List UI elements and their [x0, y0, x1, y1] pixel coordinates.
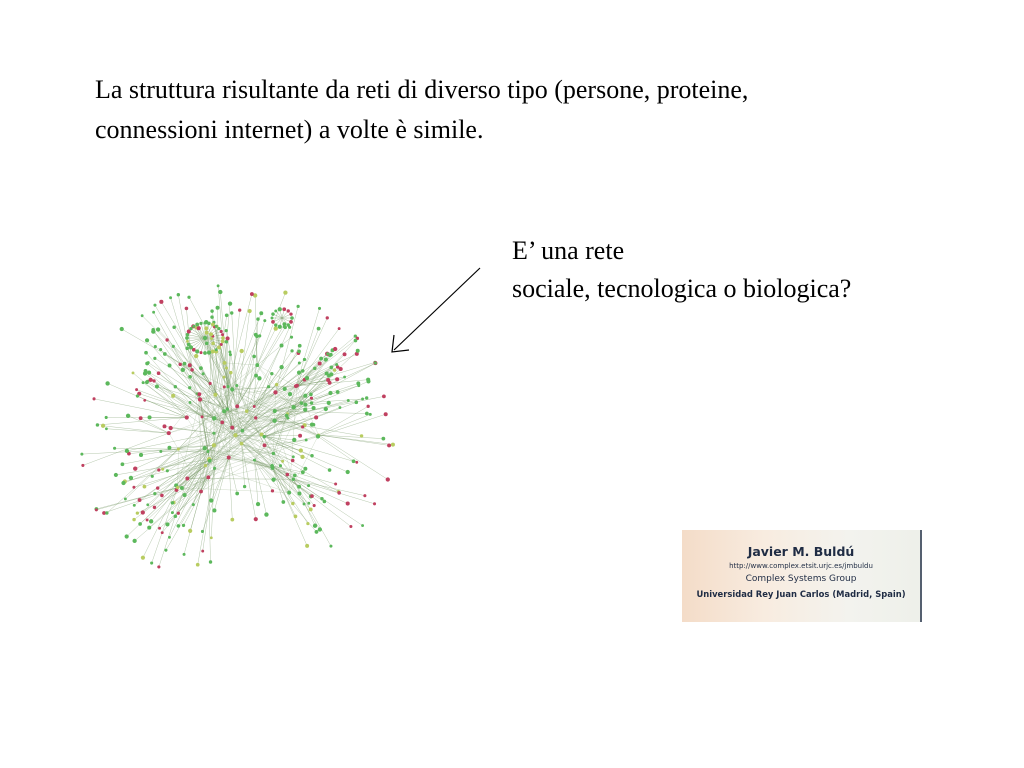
- credit-box: [682, 530, 922, 622]
- slide-heading: [95, 70, 995, 150]
- question-line-1: E’ una rete: [512, 236, 625, 265]
- author-url: http://www.complex.etsit.urjc.es/jmbuldu: [729, 562, 873, 570]
- question-text: [512, 232, 851, 308]
- group-name: Complex Systems Group: [745, 574, 857, 584]
- university-name: Universidad Rey Juan Carlos (Madrid, Spain): [696, 589, 906, 599]
- heading-line-1: La struttura risultante da reti di diverso tipo (persone, proteine,: [95, 75, 749, 104]
- author-name: Javier M. Buldú: [747, 544, 855, 559]
- heading-line-2: connessioni internet) a volte è simile.: [95, 115, 484, 144]
- question-line-2: sociale, tecnologica o biologica?: [512, 274, 852, 303]
- network-graph-image: [60, 270, 460, 610]
